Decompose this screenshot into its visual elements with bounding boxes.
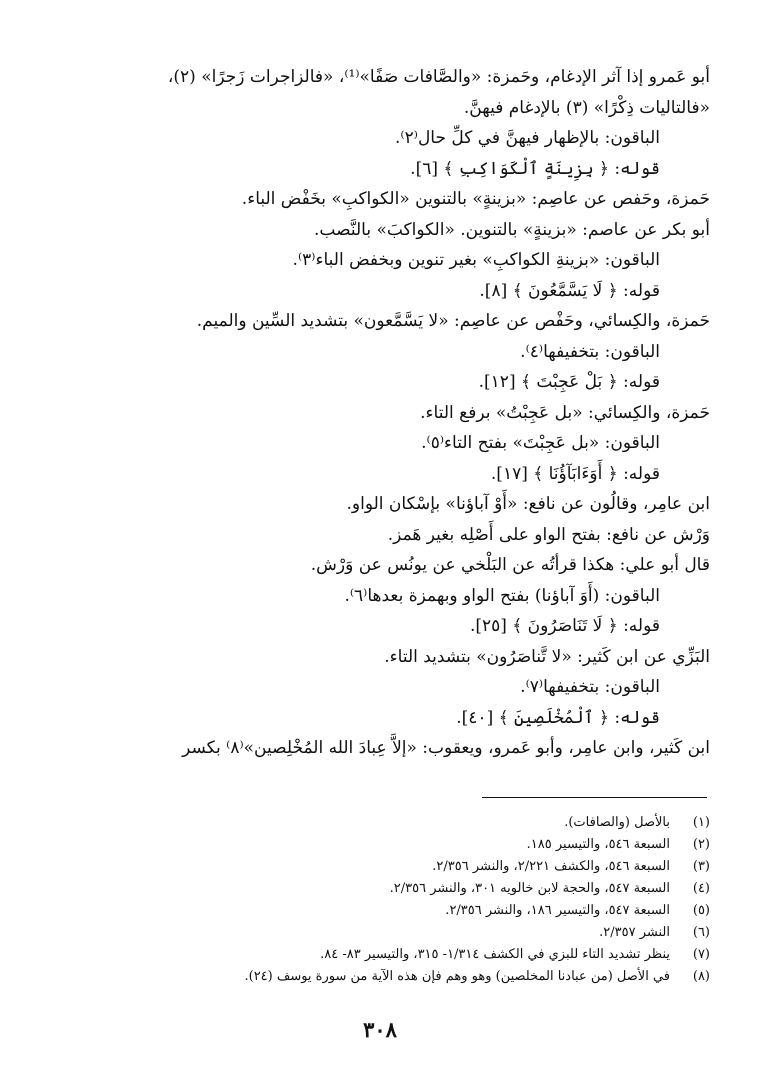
text-line: الباقون: (أَوَ آباؤنا) بفتح الواو وبهمزة بعدها⁽٦⁾. (344, 585, 660, 606)
footnote-number: (٣) (692, 859, 710, 874)
footnote-text: السبعة ٥٤٦، والكشف ٢/٢٢١، والنشر ٢/٣٥٦. (432, 859, 670, 874)
footnote-text: ينظر تشديد التاء للبزي في الكشف ١/٣١٤- ٣١٥، والتيسير ٨٣- ٨٤. (320, 947, 670, 962)
text-line: قوله: ﴿ بَلْ عَجِبْتَ ﴾ [١٢]. (478, 372, 660, 392)
text-line: قوله: ﴿ بِزِينَةٍ ٱلْكَوَاكِبِ ﴾ [٦]. (410, 158, 660, 179)
footnote (100, 856, 710, 878)
footnote-number: (١) (692, 815, 710, 830)
text-line: حَمزة، وحَفص عن عاصِم: «بزينةٍ» بالتنوين «الكواكبِ» بخَفْض الباء. (241, 189, 710, 209)
footnote-text: السبعة ٥٤٧، والتيسير ١٨٦، والنشر ٢/٣٥٦. (445, 903, 670, 918)
text-line: «فالتاليات ذِكْرًا» (٣) بالإدغام فيهنَّ. (463, 97, 710, 118)
text-line: أبو بكر عن عاصم: «بزينةٍ» بالتنوين. «الكواكبَ» بالنَّصب. (314, 219, 710, 240)
text-line: قوله: ﴿ لَا تَنَاصَرُونَ ﴾ [٢٥]. (469, 616, 660, 636)
footnote-number: (٢) (692, 837, 710, 852)
text-line: الباقون: بتخفيفها⁽٧⁾. (520, 677, 660, 697)
text-line: قال أبو علي: هكذا قرأتُه عن البَلْخي عن يونُس عن وَرْش. (310, 555, 710, 575)
text-line: ابن عامِر، وقالُون عن نافع: «أَوْ آباؤنا» بإسْكان الواو. (346, 494, 710, 514)
footnotes (100, 812, 710, 988)
footnote-text: السبعة ٥٤٧، والحجة لابن خالويه ٣٠١، والنشر ٢/٣٥٦. (389, 881, 670, 896)
footnote-number: (٧) (692, 947, 710, 962)
text-line: الباقون: «بزينةِ الكواكبِ» بغير تنوين وبخفض الباء⁽٣⁾. (292, 250, 660, 270)
footnote (100, 900, 710, 922)
footnote-number: (٨) (692, 969, 710, 984)
main-text (100, 62, 710, 764)
text-line: قوله: ﴿ أَوَءَابَآؤُنَا ﴾ [١٧]. (490, 463, 660, 484)
text-line: وَرْش عن نافع: بفتح الواو على أَصْلِه بغير هَمز. (387, 524, 710, 545)
text-line: قوله: ﴿ ٱلْمُخْلَصِينَ ﴾ [٤٠]. (456, 707, 660, 728)
text-line: الباقون: بالإظهار فيهنَّ في كلِّ حال⁽٢⁾. (395, 128, 660, 148)
footnote-number: (٤) (692, 881, 710, 896)
text-line: ابن كَثير، وابن عامِر، وأبو عَمرو، ويعقوب: «إلاَّ عِبادَ الله المُخْلِصين»⁽٨⁾ بكسر (182, 738, 710, 758)
footnote-text: النشر ٢/٣٥٧. (599, 925, 670, 940)
text-line: البَزِّي عن ابن كَثير: «لا تَّناصَرُون» بتشديد التاء. (384, 646, 710, 667)
text-line: الباقون: «بل عَجِبْتَ» بفتح التاء⁽٥⁾. (421, 433, 660, 453)
text-line: أبو عَمرو إذا آثر الإدغام، وحَمزة: «والصَّافات صَفًا»⁽¹⁾، «فالزاجرات زَجرًا» (٢)، (167, 67, 710, 87)
text-line: حَمزة، والكِسائي، وحَفْص عن عاصِم: «لا يَسَّمَّعون» بتشديد السِّين والميم. (196, 311, 710, 331)
footnote (100, 944, 710, 966)
text-line: قوله: ﴿ لَا يَسَّمَّعُونَ ﴾ [٨]. (479, 280, 660, 301)
footnote-number: (٥) (692, 903, 710, 918)
footnote (100, 878, 710, 900)
footnote-text: السبعة ٥٤٦، والتيسير ١٨٥. (526, 837, 670, 852)
footnote-number: (٦) (692, 925, 710, 940)
footnote-divider (482, 797, 707, 798)
text-line: الباقون: بتخفيفها⁽٤⁾. (520, 341, 660, 362)
footnote (100, 922, 710, 944)
footnote (100, 834, 710, 856)
page-number: ٣٠٨ (363, 1017, 397, 1042)
footnote (100, 966, 710, 988)
footnote-text: بالأصل (والصافات). (564, 815, 670, 830)
footnote (100, 812, 710, 834)
text-line: حَمزة، والكِسائي: «بل عَجِبْتُ» برفع التاء. (420, 402, 710, 423)
footnote-text: في الأصل (من عبادنا المخلصين) وهو وهم فإن هذه الآية من سورة يوسف (٢٤). (244, 969, 670, 984)
